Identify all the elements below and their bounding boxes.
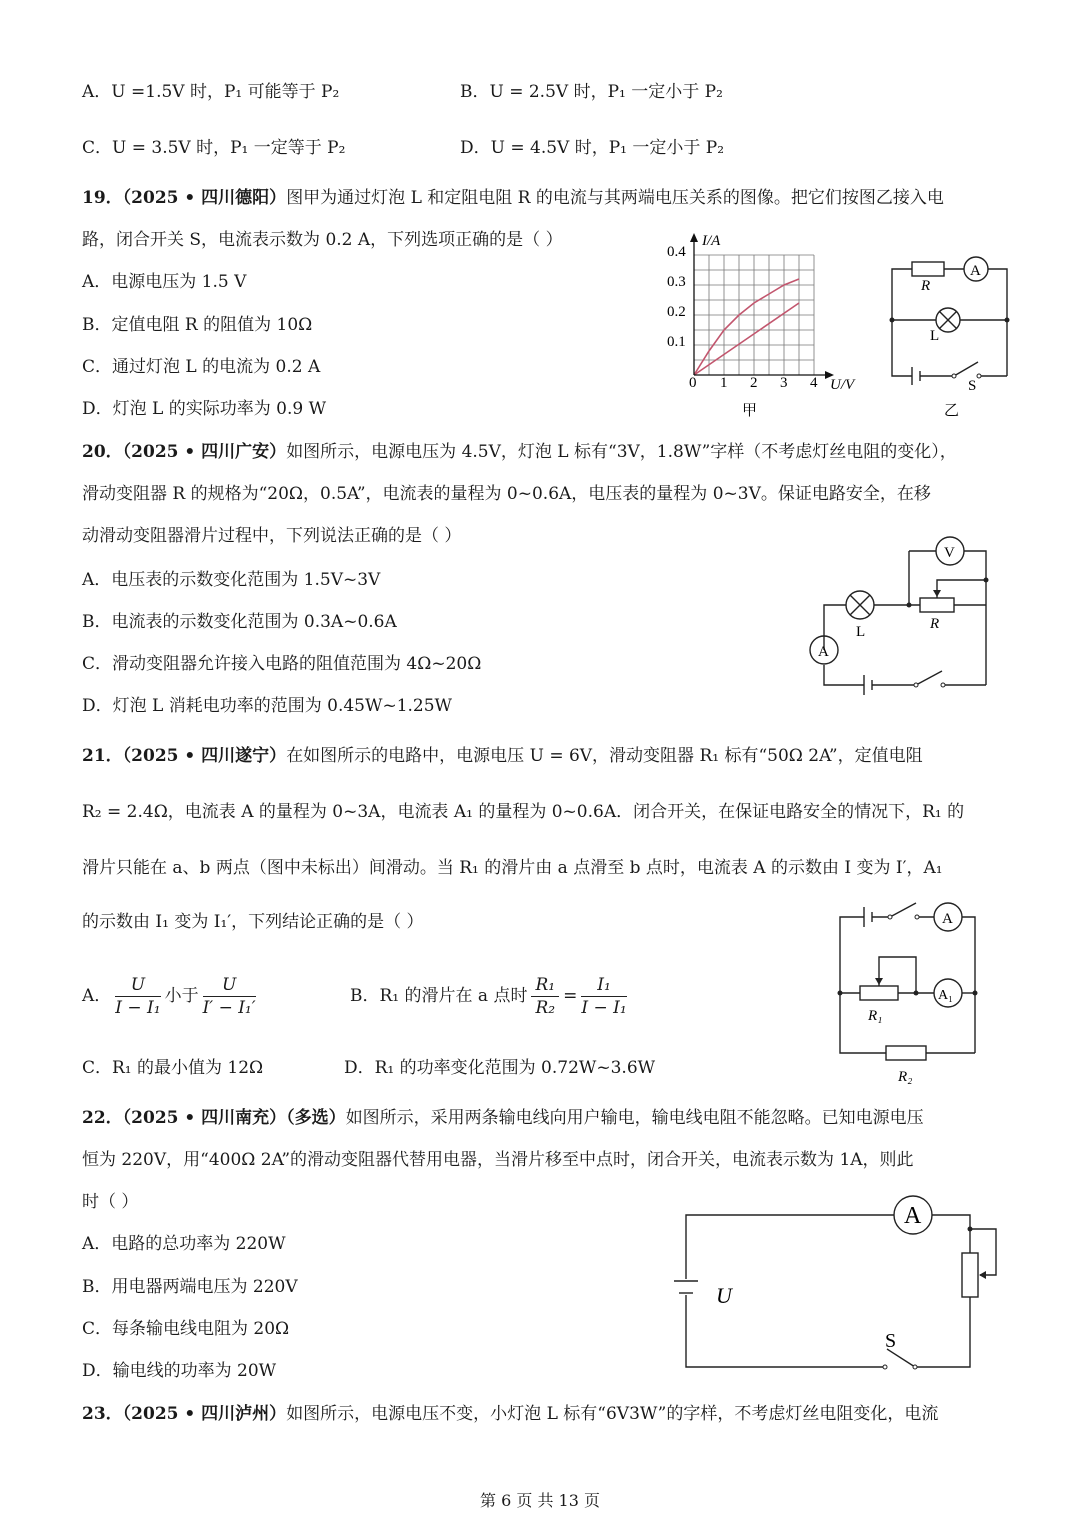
q23-text1: 如图所示，电源电压不变，小灯泡 L 标有“6V3W”的字样，不考虑灯丝电阻变化，电流 — [286, 1404, 939, 1424]
switch — [916, 671, 942, 685]
q20-stem-line2: 滑动变阻器 R 的规格为“20Ω，0.5A”，电流表的量程为 0~0.6A，电压表的量程为 0~3V。保证电路安全，在移 — [82, 484, 931, 504]
option-prefix: A． — [82, 986, 112, 1006]
denominator: I′ − I₁′ — [202, 998, 256, 1018]
q22-circuit — [670, 1195, 1010, 1375]
q22-option-a: A．电路的总功率为 220W — [82, 1234, 286, 1254]
voltage-label: U — [716, 1283, 732, 1308]
q21-option-c: C．R₁ 的最小值为 12Ω — [82, 1058, 264, 1078]
denominator: R₂ — [535, 998, 556, 1018]
equals-sign: = — [563, 986, 578, 1006]
fraction — [531, 974, 559, 1019]
q20-text1: 如图所示，电源电压为 4.5V，灯泡 L 标有“3V，1.8W”字样（不考虑灯丝电阻的变化）， — [286, 442, 957, 462]
q22-text1: 如图所示，采用两条输电线向用户输电，输电线电阻不能忽略。已知电源电压 — [345, 1108, 924, 1128]
q18-option-b: B．U = 2.5V 时，P₁ 一定小于 P₂ — [460, 82, 723, 102]
q21-text1: 在如图所示的电路中，电源电压 U = 6V，滑动变阻器 R₁ 标有“50Ω 2A”，定值电阻 — [286, 746, 923, 766]
x-axis-label: U/V — [830, 377, 855, 393]
denominator: I − I₁ — [115, 998, 161, 1018]
q22-stem-line3: 时（ ） — [82, 1192, 139, 1212]
resistor-r2-label: R₂ — [898, 1069, 913, 1085]
q18-option-d: D．U = 4.5V 时，P₁ 一定小于 P₂ — [460, 138, 725, 158]
q21-option-b — [350, 972, 631, 1020]
x-tick-label: 0 — [689, 375, 697, 391]
q21-head: 21．（2025 • 四川遂宁） — [82, 746, 287, 766]
q22-option-b: B．用电器两端电压为 220V — [82, 1277, 298, 1297]
ammeter-label: A — [970, 263, 981, 279]
switch — [890, 903, 916, 917]
denominator: I − I₁ — [581, 998, 627, 1018]
rheostat-label: R — [930, 616, 940, 632]
q21-option-a — [82, 972, 260, 1020]
y-tick-label: 0.2 — [667, 304, 686, 320]
rheostat-r1 — [860, 986, 898, 1000]
switch-s — [954, 362, 978, 376]
fraction — [581, 974, 626, 1019]
q22-stem-line2: 恒为 220V，用“400Ω 2A”的滑动变阻器代替用电器，当滑片移至中点时，闭合开关，电流表示数为 1A，则此 — [82, 1150, 914, 1170]
q20-option-b: B．电流表的示数变化范围为 0.3A~0.6A — [82, 612, 397, 632]
q21-stem-line3: 滑片只能在 a、b 两点（图中未标出）间滑动。当 R₁ 的滑片由 a 点滑至 b 点时，电流表 A 的示数由 I 变为 I′，A₁ — [82, 858, 943, 878]
comparison-text: 小于 — [164, 986, 199, 1006]
q22-option-c: C．每条输电线电阻为 20Ω — [82, 1319, 290, 1339]
q21-stem-line1 — [82, 744, 923, 768]
q19-option-b: B．定值电阻 R 的阻值为 10Ω — [82, 315, 313, 335]
ammeter-a1-label: A₁ — [938, 988, 953, 1003]
q18-option-c: C．U = 3.5V 时，P₁ 一定等于 P₂ — [82, 138, 346, 158]
circuit-caption: 乙 — [944, 403, 960, 419]
q20-stem-line1 — [82, 440, 957, 464]
resistor-r — [912, 262, 944, 276]
q19-circuit — [880, 250, 1020, 420]
x-tick-label: 3 — [780, 375, 788, 391]
q19-head: 19．（2025 • 四川德阳） — [82, 188, 287, 208]
q21-stem-line2: R₂ = 2.4Ω，电流表 A 的量程为 0~3A，电流表 A₁ 的量程为 0~0.6A．闭合开关，在保证电路安全的情况下，R₁ 的 — [82, 802, 965, 822]
voltmeter-label: V — [944, 545, 955, 561]
y-axis-arrow — [690, 233, 698, 242]
fraction — [115, 974, 160, 1019]
q21-circuit — [830, 895, 1000, 1095]
resistor-line — [694, 303, 799, 375]
q22-stem-line1 — [82, 1106, 924, 1130]
ammeter-label: A — [904, 1203, 922, 1229]
q20-option-c: C．滑动变阻器允许接入电路的阻值范围为 4Ω~20Ω — [82, 654, 482, 674]
q18-option-a: A．U =1.5V 时，P₁ 可能等于 P₂ — [82, 82, 340, 102]
q22-head: 22．（2025 • 四川南充）（多选） — [82, 1108, 346, 1128]
graph-caption: 甲 — [742, 403, 758, 419]
q19-stem-line1 — [82, 186, 944, 210]
rheostat — [962, 1253, 978, 1297]
q20-circuit — [800, 535, 1000, 695]
y-axis-label: I/A — [702, 233, 721, 249]
q19-option-a: A．电源电压为 1.5 V — [82, 272, 247, 292]
x-tick-label: 4 — [810, 375, 818, 391]
ammeter-a-label: A — [942, 911, 953, 927]
option-prefix: B．R₁ 的滑片在 a 点时 — [350, 986, 528, 1006]
x-tick-label: 1 — [720, 375, 728, 391]
fraction — [203, 974, 256, 1019]
q22-option-d: D．输电线的功率为 20W — [82, 1361, 277, 1381]
q19-text1: 图甲为通过灯泡 L 和定阻电阻 R 的电流与其两端电压关系的图像。把它们按图乙接入电 — [286, 188, 944, 208]
resistor-r2 — [886, 1046, 926, 1060]
lamp-label: L — [856, 624, 866, 640]
q20-option-a: A．电压表的示数变化范围为 1.5V~3V — [82, 570, 381, 590]
q20-stem-line3: 动滑动变阻器滑片过程中，下列说法正确的是（ ） — [82, 526, 462, 546]
x-tick-label: 2 — [750, 375, 758, 391]
lamp-label: L — [930, 328, 940, 344]
y-tick-label: 0.1 — [667, 334, 686, 350]
page-footer: 第 6 页 共 13 页 — [480, 1491, 600, 1510]
q23-stem-line1 — [82, 1402, 938, 1426]
numerator: U — [115, 974, 160, 997]
switch-label: S — [968, 378, 977, 394]
rheostat-r1-label: R₁ — [868, 1008, 883, 1024]
y-tick-label: 0.3 — [667, 274, 686, 290]
rheostat-r — [920, 598, 954, 612]
graph-grid — [694, 255, 814, 375]
switch-label: S — [885, 1330, 897, 1352]
q20-head: 20．（2025 • 四川广安） — [82, 442, 287, 462]
ammeter-label: A — [818, 644, 829, 660]
q19-stem-line2: 路，闭合开关 S，电流表示数为 0.2 A，下列选项正确的是（ ） — [82, 230, 563, 250]
numerator: U — [203, 974, 256, 997]
numerator: R₁ — [531, 974, 559, 997]
q19-iu-graph — [660, 225, 870, 425]
q19-option-d: D．灯泡 L 的实际功率为 0.9 W — [82, 399, 327, 419]
numerator: I₁ — [581, 974, 626, 997]
y-tick-label: 0.4 — [667, 244, 686, 260]
q21-stem-line4: 的示数由 I₁ 变为 I₁′，下列结论正确的是（ ） — [82, 912, 424, 932]
q21-option-d: D．R₁ 的功率变化范围为 0.72W~3.6W — [344, 1058, 656, 1078]
lamp-curve — [694, 279, 799, 375]
q23-head: 23．（2025 • 四川泸州） — [82, 1404, 287, 1424]
q20-option-d: D．灯泡 L 消耗电功率的范围为 0.45W~1.25W — [82, 696, 453, 716]
q19-option-c: C．通过灯泡 L 的电流为 0.2 A — [82, 357, 321, 377]
resistor-label: R — [921, 278, 931, 294]
